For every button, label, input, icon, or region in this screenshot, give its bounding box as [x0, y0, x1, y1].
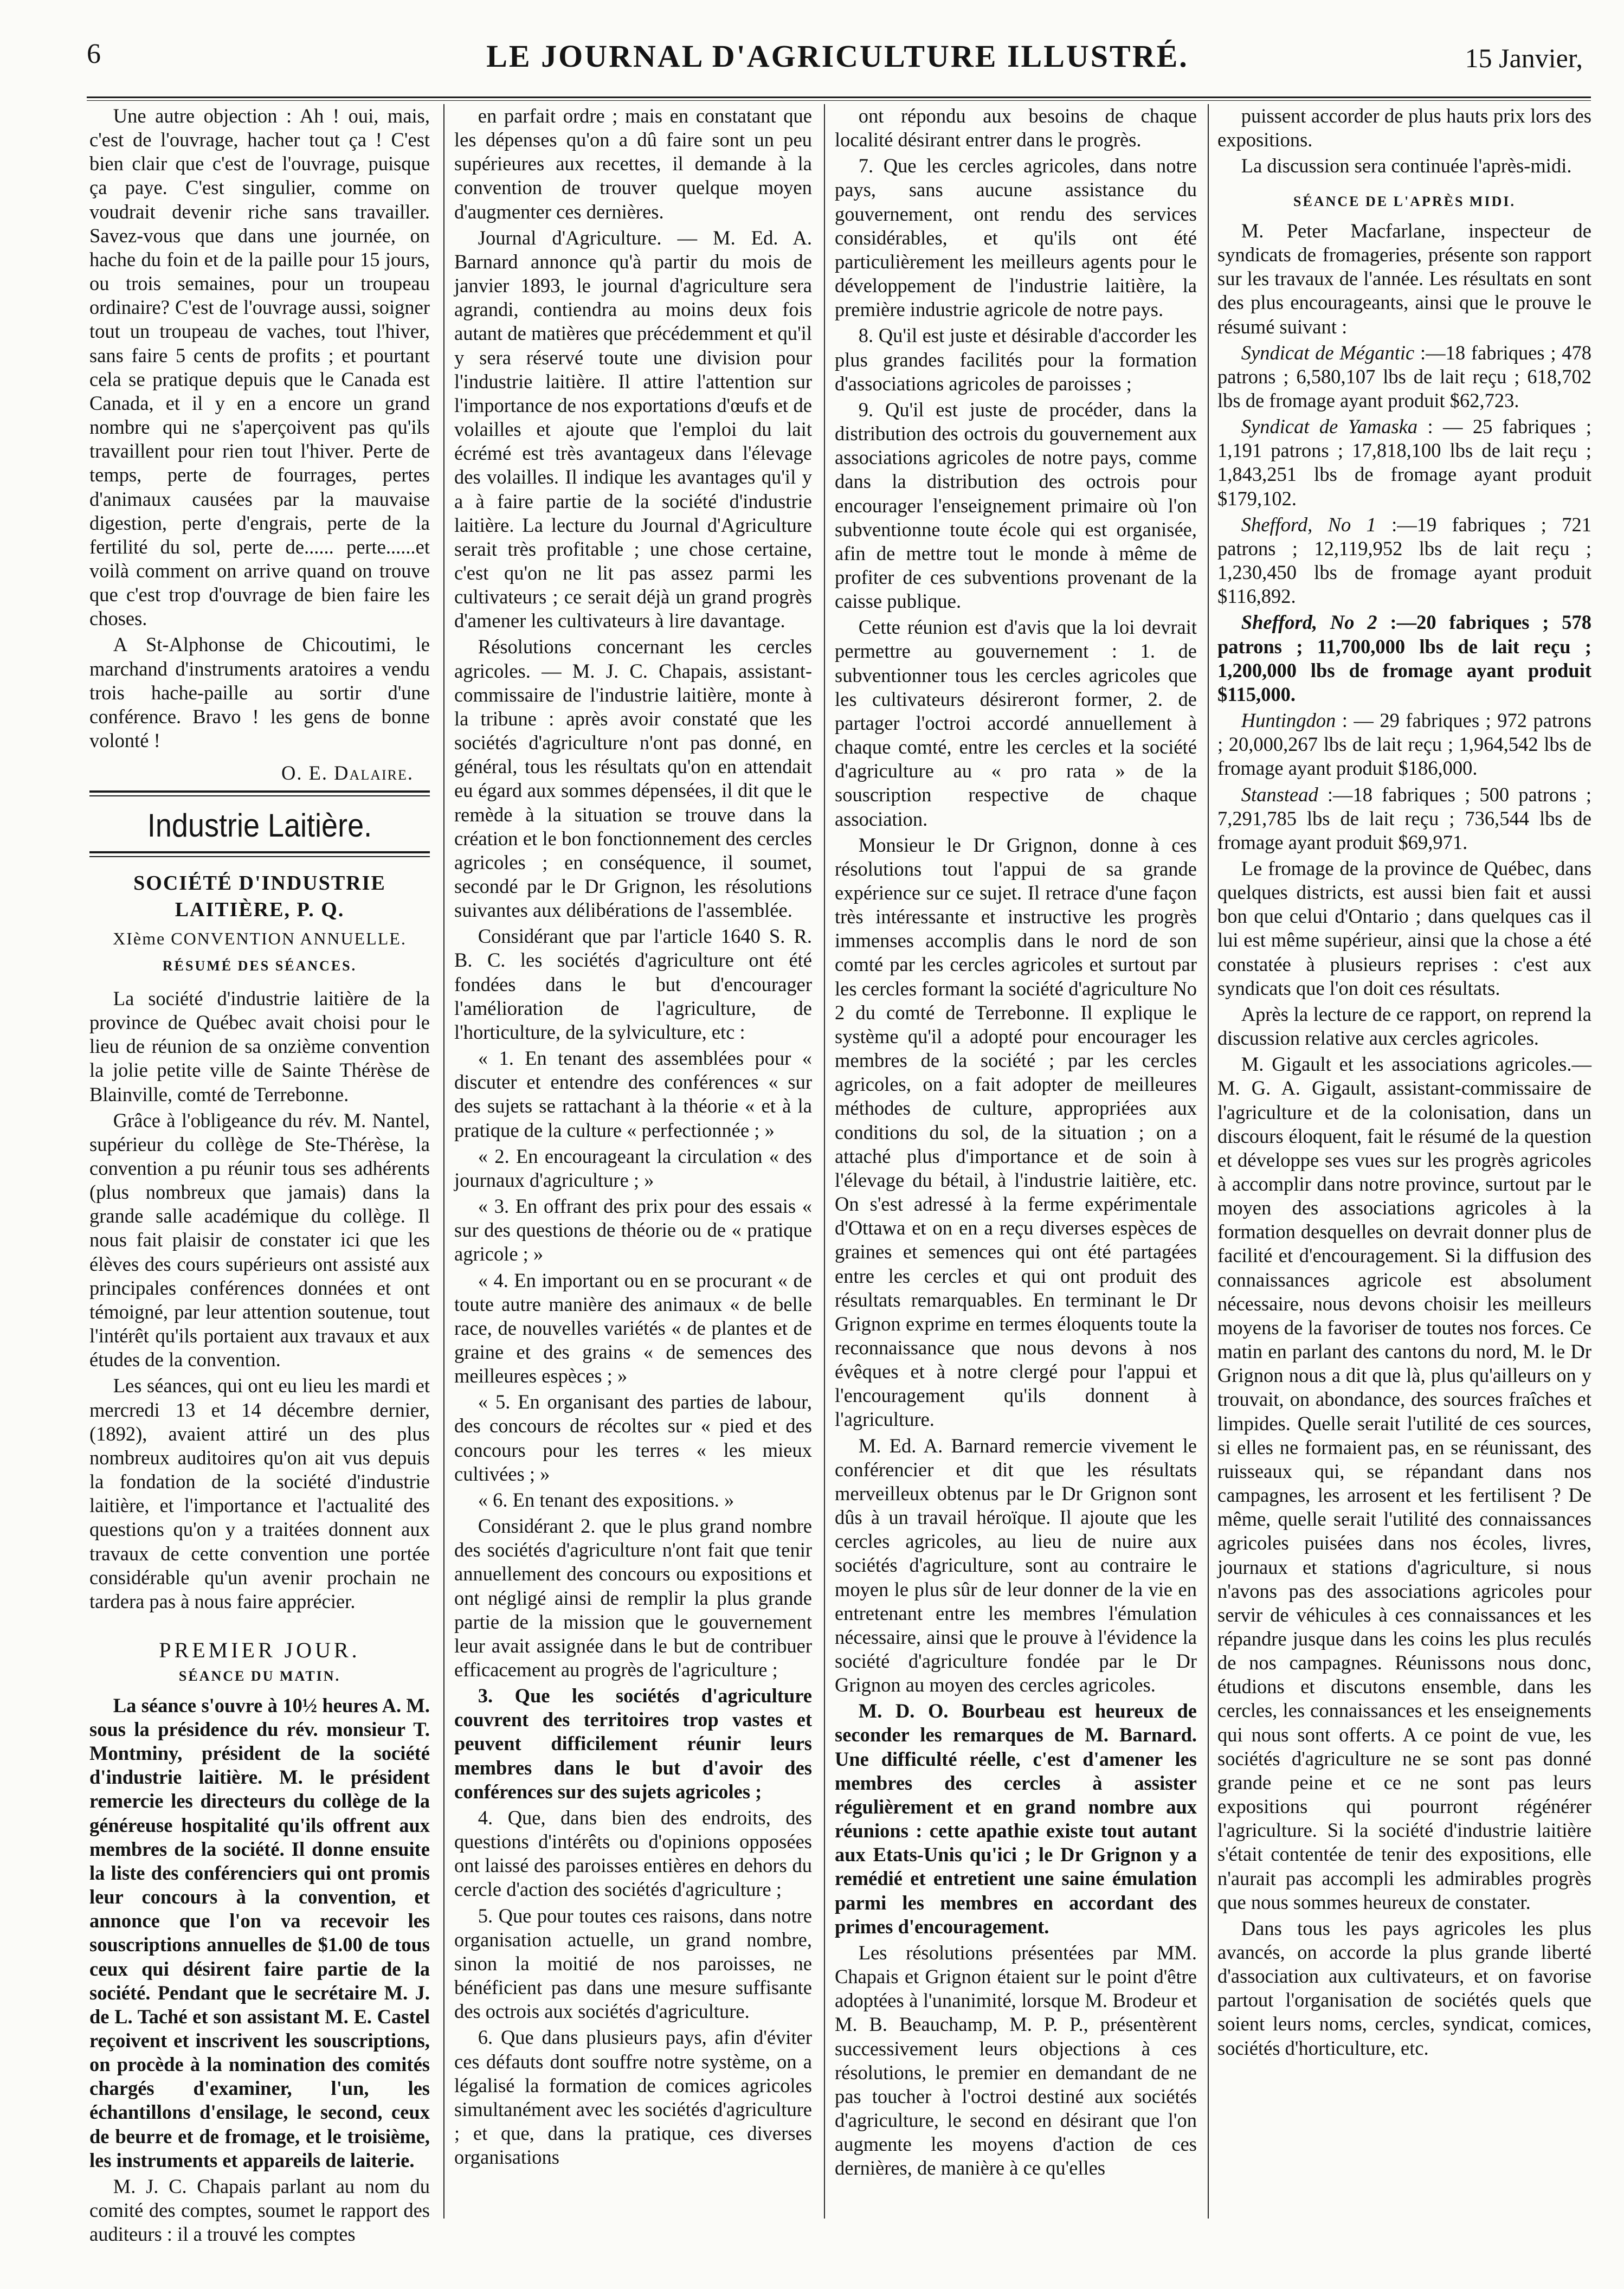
section-heading: Industrie Laitière. — [147, 807, 372, 844]
paragraph: 6. Que dans plusieurs pays, afin d'éviter ces défauts dont souffre notre système, on a légalisé la formation de comices agricoles simultanément avec les sociétés d'agriculture ; et que, dans la pratique, ces diverses organisations — [454, 2026, 812, 2169]
column-divider — [1208, 104, 1209, 2219]
paragraph: ont répondu aux besoins de chaque localité désirant entrer dans le progrès. — [835, 105, 1197, 151]
paragraph: M. Peter Macfarlane, inspecteur de syndicats de fromageries, présente son rapport sur les travaux de l'année. Les résultats en sont des plus encourageants, ainsi que le prouve le résumé suivant : — [1217, 219, 1591, 338]
paragraph: en parfait ordre ; mais en constatant que les dépenses qu'on a dû faire sont un peu supérieures aux recettes, il demande à la convention de trouver quelque moyen d'augmenter ces dernières. — [454, 105, 812, 223]
paragraph: M. D. O. Bourbeau est heureux de seconder les remarques de M. Barnard. Une difficulté réelle, c'est d'amener les membres des cercles à assister régulièrement et en grand nombre aux réunions : cette apathie existe tout autant aux Etats-Unis qu'ici ; le Dr Grignon y a remédié et entretient une saine émulation parmi les membres en accordant des primes d'encouragement. — [835, 1700, 1197, 1938]
paragraph: 7. Que les cercles agricoles, dans notre pays, sans aucune assistance du gouvernement, ont rendu des services considérables, et qu'ils ont été particulièrement les meilleurs agents pour le développement de l'industrie laitière, la première industrie agricole de notre pays. — [835, 155, 1197, 321]
paragraph: Considérant que par l'article 1640 S. R. B. C. les sociétés d'agriculture ont été fondées dans le but d'encourager l'amélioration de l'agriculture, de l'horticulture, de la sylviculture, etc : — [454, 925, 812, 1043]
syndicate-figures: :—18 fabriques ; 500 patrons ; 7,291,785 lbs de lait reçu ; 736,544 lbs de fromage ayant produit $69,971. — [1217, 783, 1591, 853]
paragraph: M. Ed. A. Barnard remercie vivement le conférencier et dit que les résultats merveilleux obtenus par le Dr Grignon sont dûs à un travail héroïque. Il ajoute que les cercles agricoles, au lieu de nuire aux sociétés d'agriculture, sont au contraire le moyen le plus sûr de leur donner de la vie en entretenant entre les membres l'émulation nécessaire, ainsi que le prouve à l'évidence la société d'agriculture fondée par le Dr Grignon au moyen des cercles agricoles. — [835, 1434, 1197, 1696]
syndicate-figures: :—19 fabriques ; 721 patrons ; 12,119,952 lbs de lait reçu ; 1,230,450 lbs de fromage ayant produit $116,892. — [1217, 513, 1591, 608]
syndicate-entry — [1217, 341, 1591, 413]
paragraph: Le fromage de la province de Québec, dans quelques districts, est aussi bien fait et aussi bon que celui d'Ontario ; dans quelques cas il lui est même supérieur, ainsi que la chose a été constatée à plusieurs reprises : c'est aux syndicats que l'on doit ces résultats. — [1217, 857, 1591, 999]
paragraph: 9. Qu'il est juste de procéder, dans la distribution des octrois du gouvernement aux associations agricoles de notre pays, comme dans la distribution des octrois pour encourager l'enseignement primaire où l'on subventionne toute école qui est organisée, afin de mettre tout le monde à même de profiter de ces subventions provenant de la caisse publique. — [835, 398, 1197, 613]
paragraph: Grâce à l'obligeance du rév. M. Nantel, supérieur du collège de Ste-Thérèse, la convention a pu réunir tous ses adhérents (plus nombreux que jamais) dans la grande salle académique du collège. Il nous fait plaisir de constater ici que les élèves des cours supérieurs ont assisté aux principales conférences données et ont témoigné, par leur attention soutenue, tout l'intérêt qu'ils portaient aux travaux et aux études de la convention. — [89, 1109, 430, 1371]
syndicate-name: Stanstead — [1241, 783, 1318, 806]
paragraph: puissent accorder de plus hauts prix lors des expositions. — [1217, 105, 1591, 151]
paragraph: 8. Qu'il est juste et désirable d'accorder les plus grandes facilités pour la formation d'associations agricoles de paroisses ; — [835, 324, 1197, 395]
paragraph: 3. Que les sociétés d'agriculture couvrent des territoires trop vastes et peuvent difficilement réunir leurs membres dans le but d'avoir des conférences sur des sujets agricoles ; — [454, 1684, 812, 1803]
paragraph: Après la lecture de ce rapport, on reprend la discussion relative aux cercles agricoles. — [1217, 1002, 1591, 1050]
paragraph: M. Gigault et les associations agricoles.—M. G. A. Gigault, assistant-commissaire de l'agriculture et de la colonisation, dans un discours éloquent, fait le résumé de la question et développe ses vues sur les progrès agricoles à accomplir dans notre province, surtout par le moyen des associations agricoles à la formation desquelles on devrait donner plus de facilité et d'encouragement. Si la diffusion des connaissances agricole est absolument nécessaire, nous devons choisir les meilleurs moyens de la favoriser de toutes nos forces. Ce matin en parlant des cantons du nord, M. le Dr Grignon nous a dit que là, plus qu'ailleurs on y trouvait, on abondance, des sources fraîches et limpides. Quelle serait l'utilité de ces sources, si elles ne formaient pas, en se réunissant, des ruisseaux qui, se répandant dans nos campagnes, les arrosent et les fertilisent ? De même, quelle serait l'utilité des connaissances agricoles puisées dans nos écoles, livres, journaux et stations d'agriculture, si nous n'avons pas des associations agricoles pour servir de véhicules à ces connaissances et les répandre jusque dans les coins les plus reculés de nos campagnes. Réunissons nous donc, étudions et discutons ensemble, dans les cercles, les connaissances et les enseignements qui nous sont offerts. A ce point de vue, les sociétés d'agriculture ne se sont pas donné grande peine et ce ne sont pas leurs expositions qui pourront régénérer l'agriculture. Si la société d'industrie laitière s'était contentée de tenir des expositions, elle n'aurait pas accompli les admirables progrès que nous sommes heureux de constater. — [1217, 1053, 1591, 1913]
paragraph: Les résolutions présentées par MM. Chapais et Grignon étaient sur le point d'être adoptées à l'unanimité, lorsque M. Brodeur et M. B. Beauchamp, M. P. P., présentèrent successivement leurs objections à ces résolutions, le premier en demandant de ne pas toucher à l'octroi destiné aux sociétés d'agriculture, le second en désirant que l'on augmente les moyens d'action de ces dernières, de manière à ce qu'elles — [835, 1941, 1197, 2179]
syndicate-figures: :—20 fabriques ; 578 patrons ; 11,700,000 lbs de lait reçu ; 1,200,000 lbs de fromage ayant produit $115,000. — [1217, 611, 1592, 705]
issue-date: 15 Janvier, — [1465, 43, 1583, 73]
paragraph: Les séances, qui ont eu lieu les mardi et mercredi 13 et 14 décembre dernier, (1892), avaient attiré un des plus nombreux auditoires qu'on ait vus depuis la fondation de la société d'industrie laitière, et l'importance et l'actualité des questions qu'on y a traitées donnent aux travaux de cette convention une portée considérable qu'un avenir prochain ne tardera pas à nous faire apprécier. — [89, 1374, 430, 1612]
syndicate-entry — [1217, 783, 1591, 854]
column-divider — [443, 104, 444, 2219]
syndicate-name: Shefford, No 2 — [1241, 611, 1377, 634]
quoted-item: « 1. En tenant des assemblées pour « discuter et entendre des conférences « sur des sujets se rattachant à la théorie « et à la pratique de la culture « perfectionnée ; » — [454, 1047, 812, 1141]
column-3 — [835, 104, 1197, 2219]
section-rule — [89, 790, 430, 796]
column-divider — [824, 104, 825, 2219]
syndicate-name: Shefford, No 1 — [1241, 513, 1376, 536]
paragraph: La société d'industrie laitière de la province de Québec avait choisi pour le lieu de réunion de sa onzième convention la jolie petite ville de Sainte Thérèse de Blainville, comté de Terrebonne. — [89, 987, 430, 1105]
day-heading: PREMIER JOUR. — [159, 1637, 360, 1662]
paragraph: Journal d'Agriculture. — M. Ed. A. Barnard annonce qu'à partir du mois de janvier 1893, le journal d'agriculture sera agrandi, contiendra au moins deux fois autant de matières que précédemment et qu'il y sera réservé toute une division pour l'industrie laitière. Il attire l'attention sur l'importance de nos exportations d'œufs et de volailles et ajoute que l'emploi du lait écrémé est très avantageux dans l'élevage des volailles. Il indique les avantages qu'il y a à faire partie de la société d'industrie laitière. La lecture du Journal d'Agriculture serait très profitable ; une chose certaine, c'est qu'on ne lit pas assez parmi les cultivateurs ; ce serait déjà un grand progrès d'amener les cultivateurs à lire davantage. — [454, 226, 812, 632]
paragraph: La discussion sera continuée l'après-midi. — [1241, 155, 1572, 177]
paragraph: A St-Alphonse de Chicoutimi, le marchand d'instruments aratoires a vendu trois hache-paille au sortir d'une conférence. Bravo ! les gens de bonne volonté ! — [89, 633, 430, 752]
quoted-item: « 3. En offrant des prix pour des essais « sur des questions de théorie ou de « pratique agricole ; » — [454, 1195, 812, 1265]
section-rule — [89, 851, 430, 857]
quoted-item: « 5. En organisant des parties de labour, des concours de récoltes sur « pied et des concours pour les terres « les mieux cultivées ; » — [454, 1391, 812, 1485]
paragraph: Monsieur le Dr Grignon, donne à ces résolutions tout l'appui de sa grande expérience sur ce sujet. Il retrace d'une façon très intéressante et instructive les progrès immenses accomplis dans le nord de son comté par les cercles agricoles et surtout par les cercles formant la société d'agriculture No 2 du comté de Terrebonne. Il explique le système qu'il a adopté pour encourager les membres de la société ; par les cercles agricoles, on a fait adopter de meilleures méthodes de culture, appropriées aux conditions du sol, de la situation ; on a attaché plus d'importance et de soin à l'élevage du bétail, à l'industrie laitière, etc. On s'est adressé à la ferme expérimentale d'Ottawa et on en a reçu diverses espèces de graines et semences qui ont été partagées entre les cercles et qui ont produit des résultats remarquables. En terminant le Dr Grignon exprime en termes éloquents toute la reconnaissance que nous devons à nos évêques et à notre clergé pour l'appui et l'encouragement qu'ils donnent à l'agriculture. — [835, 833, 1197, 1431]
syndicate-name: Syndicat de Yamaska — [1241, 415, 1418, 438]
column-4 — [1217, 104, 1591, 2219]
page-header — [81, 33, 1594, 92]
syndicate-entry — [1217, 709, 1591, 780]
quoted-item: « 4. En important ou en se procurant « de toute autre manière des animaux « de belle race, de nouvelles variétés « de plantes et de graine et des grains « de semences des meilleures espèces ; » — [454, 1269, 812, 1387]
article-title: SOCIÉTÉ D'INDUSTRIE LAITIÈRE, P. Q. — [133, 871, 386, 922]
paragraph: Cette réunion est d'avis que la loi devrait permettre au gouvernement : 1. de subventionner tous les cercles agricoles que les cultivateurs désireront former, 2. de partager l'octroi accordé annuellement à chaque comté, entre les cercles et la société d'agriculture au « pro rata » de la souscription respective de chaque association. — [835, 616, 1197, 830]
syndicate-figures: : — 25 fabriques ; 1,191 patrons ; 17,818,100 lbs de lait reçu ; 1,843,251 lbs de fromage ayant produit $179,102. — [1217, 415, 1591, 510]
article-subtitle: XIème CONVENTION ANNUELLE. — [113, 928, 407, 948]
newspaper-title: LE JOURNAL D'AGRICULTURE ILLUSTRÉ. — [486, 38, 1189, 74]
paragraph: Dans tous les pays agricoles les plus avancés, on accorde la plus grande liberté d'association aux cultivateurs, et on favorise partout l'organisation de sociétés quels que soient leurs noms, cercles, syndicat, comices, sociétés d'horticulture, etc. — [1217, 1917, 1591, 2059]
paragraph: Considérant 2. que le plus grand nombre des sociétés d'agriculture n'ont fait que tenir annuellement des concours ou expositions et ont négligé ainsi de remplir la plus grande partie de la mission que le gouvernement leur avait assignée dans le but de contribuer efficacement au progrès de l'agriculture ; — [454, 1515, 812, 1681]
quoted-item: « 2. En encourageant la circulation « des journaux d'agriculture ; » — [454, 1144, 812, 1191]
syndicate-name: Huntingdon — [1241, 709, 1336, 732]
paragraph: Résolutions concernant les cercles agricoles. — M. J. C. Chapais, assistant-commissaire de l'industrie laitière, monte à la tribune : après avoir constaté que les sociétés d'agriculture n'ont pas donné, en général, tous les résultats qu'on en attendait eu égard aux sommes dépensées, il dit que le remède à la situation se trouve dans la création et le bon fonctionnement des cercles agricoles ; en conséquence, il soumet, secondé par le Dr Grignon, les résolutions suivantes aux délibérations de l'assemblée. — [454, 635, 812, 922]
syndicate-entry — [1217, 610, 1591, 706]
quoted-item: « 6. En tenant des expositions. » — [478, 1488, 734, 1511]
session-heading: SÉANCE DE L'APRÈS MIDI. — [1293, 194, 1516, 210]
paragraph: 5. Que pour toutes ces raisons, dans notre organisation actuelle, un grand nombre, sinon la moitié de nos paroisses, ne bénéficient pas dans une mesure suffisante des octrois aux sociétés d'agriculture. — [454, 1904, 812, 2023]
paragraph: Une autre objection : Ah ! oui, mais, c'est de l'ouvrage, hacher tout ça ! C'est bien clair que c'est de l'ouvrage, puisque ça paye. C'est singulier, comme on voudrait devenir riche sans travailler. Savez-vous que dans une journée, on hache du foin et de la paille pour 15 jours, ou trois semaines, pour un troupeau ordinaire? C'est de l'ouvrage aussi, soigner tout un troupeau de vaches, tout l'hiver, sans faire 5 cents de profits ; et pourtant cela se pratique depuis que le Canada est Canada, et il y en a encore un grand nombre qui ne s'aperçoivent pas qu'ils travaillent pour rien tout l'hiver. Perte de temps, perte de fourrages, pertes d'animaux causées par la mauvaise digestion, perte d'engrais, perte de la fertilité du sol, perte de...... perte......et voilà comment on arrive quand on trouve que c'est trop d'ouvrage de bien faire les choses. — [89, 105, 430, 630]
syndicate-entry — [1217, 513, 1591, 609]
syndicate-figures: : — 29 fabriques ; 972 patrons ; 20,000,267 lbs de lait reçu ; 1,964,542 lbs de fromage ayant produit $186,000. — [1217, 709, 1591, 780]
article-subheading: RÉSUMÉ DES SÉANCES. — [162, 958, 357, 974]
session-heading: SÉANCE DU MATIN. — [178, 1668, 341, 1684]
syndicate-figures: :—18 fabriques ; 478 patrons ; 6,580,107 lbs de lait reçu ; 618,702 lbs de fromage ayant produit $62,723. — [1217, 341, 1591, 412]
page-number: 6 — [87, 38, 101, 69]
syndicate-name: Syndicat de Mégantic — [1241, 341, 1415, 364]
header-rule — [87, 97, 1591, 101]
column-2 — [454, 104, 812, 2219]
column-1 — [89, 104, 430, 2246]
article-signature: O. E. Dalaire. — [281, 762, 414, 785]
paragraph: La séance s'ouvre à 10½ heures A. M. sous la présidence du rév. monsieur T. Montminy, président de la société d'industrie laitière. M. le président remercie les directeurs du collège de la généreuse hospitalité qu'ils offrent aux membres de la société. Il donne ensuite la liste des conférenciers qui ont promis leur concours à la convention, et annonce que l'on va recevoir les souscriptions annuelles de $1.00 de tous ceux qui désirent faire partie de la société. Pendant que le secrétaire M. J. de L. Taché et son assistant M. E. Castel reçoivent et inscrivent les souscriptions, on procède à la nomination des comités chargés d'examiner, l'un, les échantillons d'ensilage, le second, ceux de beurre et de fromage, et le troisième, les instruments et appareils de laiterie. — [89, 1694, 430, 2171]
paragraph: 4. Que, dans bien des endroits, des questions d'intérêts ou d'opinions opposées ont laissé des paroisses entières en dehors du cercle d'action des sociétés d'agriculture ; — [454, 1806, 812, 1901]
paragraph: M. J. C. Chapais parlant au nom du comité des comptes, soumet le rapport des auditeurs : il a trouvé les comptes — [89, 2175, 430, 2246]
syndicate-entry — [1217, 415, 1591, 511]
